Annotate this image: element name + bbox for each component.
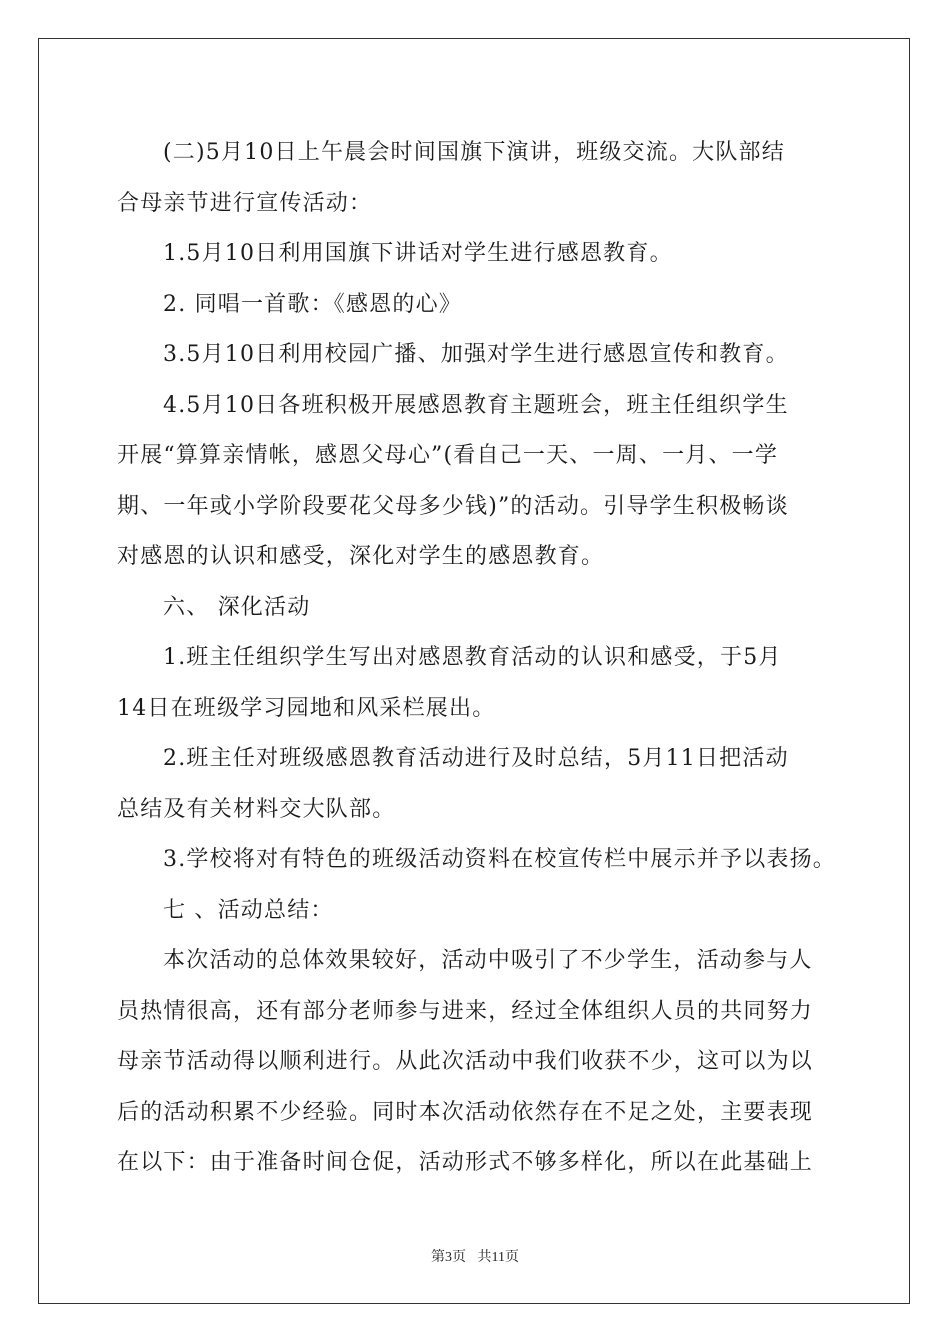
paragraph-line: 4.5月10日各班积极开展感恩教育主题班会，班主任组织学生 <box>163 392 789 418</box>
paragraph-line: 员热情很高，还有部分老师参与进来，经过全体组织人员的共同努力 <box>117 998 814 1024</box>
paragraph-line: 后的活动积累不少经验。同时本次活动依然存在不足之处，主要表现 <box>117 1099 814 1125</box>
paragraph-line: 2. 同唱一首歌：《感恩的心》 <box>163 291 462 317</box>
current-page-number: 第3页 <box>431 1250 466 1265</box>
document-body <box>117 128 837 1189</box>
total-pages: 共11页 <box>477 1250 519 1265</box>
page-footer <box>0 1246 950 1266</box>
section-heading: 七 、活动总结： <box>163 897 334 923</box>
paragraph-line: 开展“算算亲情帐，感恩父母心”(看自己一天、一周、一月、一学 <box>117 443 779 468</box>
section-heading: 六、 深化活动 <box>163 594 311 620</box>
paragraph-line: 1.5月10日利用国旗下讲话对学生进行感恩教育。 <box>163 241 673 266</box>
paragraph-line: 总结及有关材料交大队部。 <box>117 796 396 822</box>
paragraph-line: (二)5月10日上午晨会时间国旗下演讲，班级交流。大队部结 <box>163 140 785 165</box>
paragraph-line: 本次活动的总体效果较好，活动中吸引了不少学生，活动参与人 <box>163 948 813 973</box>
paragraph-line: 3.学校将对有特色的班级活动资料在校宣传栏中展示并予以表扬。 <box>163 847 836 872</box>
paragraph-line: 3.5月10日利用校园广播、加强对学生进行感恩宣传和教育。 <box>163 342 789 367</box>
paragraph-line: 1.班主任组织学生写出对感恩教育活动的认识和感受，于5月 <box>163 645 782 670</box>
paragraph-line: 14日在班级学习园地和风采栏展出。 <box>117 695 496 721</box>
paragraph-line: 期、一年或小学阶段要花父母多少钱)”的活动。引导学生积极畅谈 <box>117 493 789 519</box>
paragraph-line: 母亲节活动得以顺利进行。从此次活动中我们收获不少，这可以为以 <box>117 1049 814 1074</box>
paragraph-line: 在以下：由于准备时间仓促，活动形式不够多样化，所以在此基础上 <box>117 1150 814 1175</box>
paragraph-line: 2.班主任对班级感恩教育活动进行及时总结，5月11日把活动 <box>163 746 789 771</box>
paragraph-line: 对感恩的认识和感受，深化对学生的感恩教育。 <box>117 544 605 569</box>
paragraph-line: 合母亲节进行宣传活动： <box>117 190 373 216</box>
